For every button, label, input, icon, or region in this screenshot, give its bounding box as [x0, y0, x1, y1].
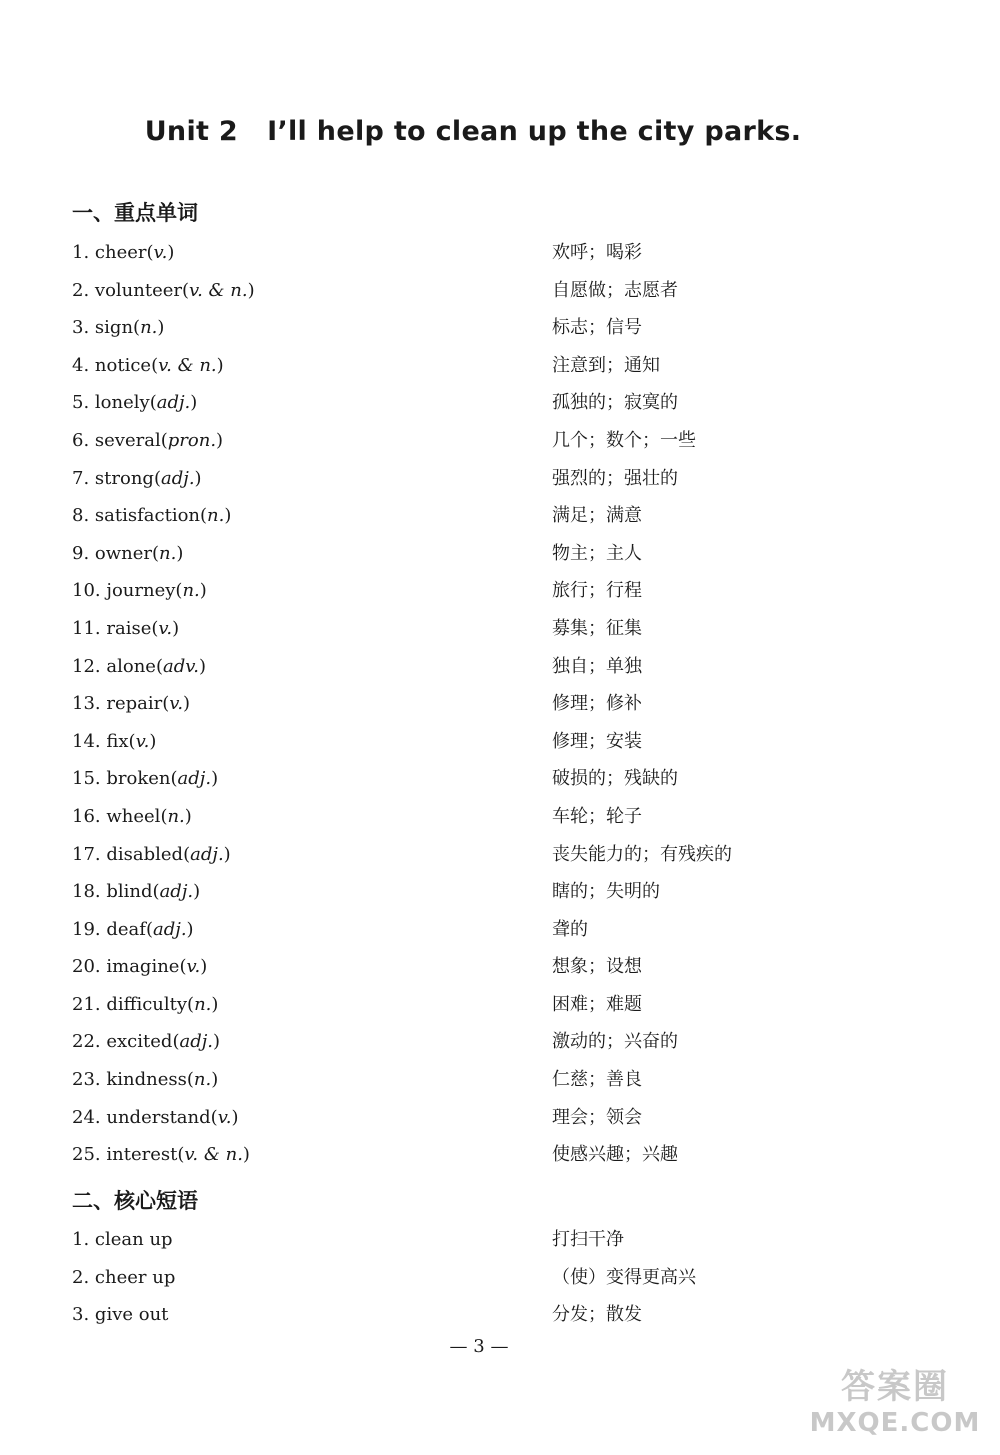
item-number: 12.	[72, 655, 101, 677]
part-of-speech: v.	[153, 242, 168, 263]
part-of-speech: v.	[217, 1106, 232, 1128]
item-number: 10.	[72, 580, 101, 602]
part-of-speech: n.	[193, 1069, 212, 1091]
word-text: repair	[106, 693, 163, 715]
core-phrases-list	[72, 1227, 792, 1340]
part-of-speech: n.	[182, 580, 200, 602]
word-meaning: 欢呼；喝彩	[552, 242, 642, 263]
item-number: 17.	[72, 843, 101, 865]
word-entry: 17. disabled(adj.)	[72, 843, 231, 865]
page-number: — 3 —	[449, 1336, 509, 1357]
part-of-speech: v.	[169, 693, 184, 715]
word-entry: 3. sign(n.)	[72, 317, 165, 339]
word-text: broken	[106, 768, 171, 790]
watermark-text-top: 答案圈	[841, 1367, 949, 1407]
list-item	[72, 1142, 792, 1180]
word-entry: 16. wheel(n.)	[72, 805, 192, 827]
item-number: 7.	[72, 467, 90, 489]
part-of-speech: n.	[207, 505, 225, 527]
list-item	[72, 428, 792, 466]
watermark-logo	[800, 1367, 990, 1449]
part-of-speech: adj.	[190, 843, 224, 865]
item-number: 20.	[72, 956, 101, 978]
word-entry: 13. repair(v.)	[72, 693, 191, 715]
item-number: 15.	[72, 768, 101, 790]
word-entry: 12. alone(adv.)	[72, 655, 207, 677]
word-meaning: 物主；主人	[552, 542, 642, 564]
word-text: volunteer	[94, 279, 183, 301]
word-meaning: 想象；设想	[552, 956, 642, 978]
word-text: satisfaction	[94, 505, 201, 527]
list-item	[72, 1067, 792, 1105]
word-text: journey	[106, 580, 176, 602]
item-number: 13.	[72, 693, 101, 715]
word-text: difficulty	[106, 993, 188, 1015]
word-meaning: 满足；满意	[552, 505, 642, 527]
word-entry: 2. volunteer(v. & n.)	[72, 279, 255, 301]
item-number: 16.	[72, 805, 101, 827]
item-number: 3.	[72, 1304, 90, 1326]
item-number: 6.	[72, 429, 90, 451]
word-entry: 5. lonely(adj.)	[72, 392, 198, 414]
part-of-speech: n.	[167, 805, 185, 827]
part-of-speech: adj.	[179, 1031, 214, 1053]
word-meaning: 修理；安装	[552, 730, 642, 752]
word-entry: 4. notice(v. & n.)	[72, 354, 224, 376]
word-meaning: 理会；领会	[552, 1106, 642, 1128]
phrase-entry	[72, 1265, 552, 1291]
word-meaning: 修理；修补	[552, 693, 642, 715]
part-of-speech: adj.	[159, 881, 194, 903]
part-of-speech: adv.	[162, 655, 199, 677]
list-item	[72, 616, 792, 654]
word-meaning: 车轮；轮子	[552, 805, 642, 827]
item-number: 19.	[72, 918, 101, 940]
word-text: deaf	[106, 918, 146, 940]
part-of-speech: adj.	[152, 918, 187, 940]
item-number: 11.	[72, 617, 101, 639]
item-number: 14.	[72, 730, 101, 752]
word-entry: 10. journey(n.)	[72, 580, 207, 602]
word-entry: 1. cheer(v.)	[72, 242, 175, 263]
list-item	[72, 691, 792, 729]
phrase-text: cheer up	[94, 1266, 176, 1288]
item-number: 22.	[72, 1031, 101, 1053]
word-entry: 6. several(pron.)	[72, 429, 224, 451]
word-entry: 25. interest(v. & n.)	[72, 1144, 250, 1166]
list-item	[72, 729, 792, 767]
word-meaning: 几个；数个；一些	[552, 429, 696, 451]
part-of-speech: v. & n.	[189, 279, 248, 301]
word-meaning: 激动的；兴奋的	[552, 1031, 678, 1053]
part-of-speech: v. & n.	[184, 1144, 243, 1166]
word-text: notice	[94, 354, 152, 376]
list-item	[72, 503, 792, 541]
list-item	[72, 1227, 792, 1265]
word-text: understand	[106, 1106, 211, 1128]
item-number: 9.	[72, 542, 90, 564]
word-meaning: 丧失能力的；有残疾的	[552, 843, 732, 865]
page-title: Unit 2 I’ll help to clean up the city parks.	[144, 116, 802, 147]
part-of-speech: n.	[194, 993, 212, 1015]
word-text: interest	[106, 1144, 178, 1166]
part-of-speech: n.	[140, 317, 158, 339]
item-number: 1.	[72, 242, 90, 263]
word-meaning: 独自；单独	[552, 655, 642, 677]
word-text: several	[94, 429, 161, 451]
item-number: 25.	[72, 1144, 101, 1166]
phrase-entry	[72, 1227, 552, 1253]
part-of-speech: pron.	[167, 429, 217, 451]
list-item	[72, 954, 792, 992]
watermark-text-bottom: MXQE.COM	[809, 1408, 981, 1438]
word-text: alone	[106, 655, 156, 677]
part-of-speech: v. & n.	[158, 354, 217, 376]
item-number: 1.	[72, 1229, 90, 1250]
word-entry: 23. kindness(n.)	[72, 1069, 219, 1091]
part-of-speech: v.	[135, 730, 150, 752]
part-of-speech: adj.	[177, 768, 212, 790]
word-text: imagine	[106, 956, 180, 978]
list-item	[72, 240, 792, 278]
list-item	[72, 466, 792, 504]
list-item	[72, 917, 792, 955]
phrase-entry	[72, 1302, 552, 1328]
item-number: 2.	[72, 1266, 90, 1288]
item-number: 2.	[72, 279, 90, 301]
phrase-meaning: 分发；散发	[552, 1304, 642, 1326]
section-heading-key-words: 一、重点单词	[72, 201, 198, 225]
word-entry: 14. fix(v.)	[72, 730, 157, 752]
list-item	[72, 1029, 792, 1067]
list-item	[72, 1105, 792, 1143]
part-of-speech: n.	[159, 542, 177, 564]
word-text: blind	[106, 881, 153, 903]
word-entry: 22. excited(adj.)	[72, 1031, 221, 1053]
item-number: 24.	[72, 1106, 101, 1128]
word-meaning: 强烈的；强壮的	[552, 467, 678, 489]
word-entry: 11. raise(v.)	[72, 617, 180, 639]
part-of-speech: v.	[158, 617, 173, 639]
word-entry: 8. satisfaction(n.)	[72, 505, 232, 527]
list-item	[72, 578, 792, 616]
word-text: fix	[106, 730, 129, 752]
word-text: excited	[106, 1031, 173, 1053]
word-entry: 20. imagine(v.)	[72, 956, 208, 978]
word-meaning: 旅行；行程	[552, 580, 642, 602]
part-of-speech: adj.	[156, 392, 191, 414]
list-item	[72, 278, 792, 316]
list-item	[72, 541, 792, 579]
phrase-meaning: 打扫干净	[552, 1229, 624, 1250]
word-text: owner	[94, 542, 153, 564]
item-number: 21.	[72, 993, 101, 1015]
item-number: 23.	[72, 1069, 101, 1091]
word-entry: 15. broken(adj.)	[72, 768, 219, 790]
word-text: sign	[94, 317, 134, 339]
word-meaning: 使感兴趣；兴趣	[552, 1144, 678, 1166]
word-meaning: 标志；信号	[552, 317, 642, 339]
word-entry: 19. deaf(adj.)	[72, 918, 194, 940]
word-meaning: 瞎的；失明的	[552, 881, 660, 903]
word-text: raise	[106, 617, 152, 639]
list-item	[72, 353, 792, 391]
item-number: 5.	[72, 392, 90, 414]
list-item	[72, 1302, 792, 1340]
list-item	[72, 879, 792, 917]
word-text: lonely	[94, 392, 150, 414]
word-entry: 21. difficulty(n.)	[72, 993, 219, 1015]
section-heading-core-phrases: 二、核心短语	[72, 1189, 198, 1213]
word-text: kindness	[106, 1069, 187, 1091]
word-meaning: 聋的	[552, 918, 588, 940]
word-meaning: 破损的；残缺的	[552, 768, 678, 790]
list-item	[72, 992, 792, 1030]
list-item	[72, 390, 792, 428]
item-number: 4.	[72, 354, 90, 376]
phrase-meaning: （使）变得更高兴	[552, 1266, 696, 1288]
item-number: 18.	[72, 881, 101, 903]
word-meaning: 仁慈；善良	[552, 1069, 642, 1091]
item-number: 3.	[72, 317, 90, 339]
word-meaning: 困难；难题	[552, 993, 642, 1015]
part-of-speech: v.	[186, 956, 201, 978]
word-text: wheel	[106, 805, 161, 827]
item-number: 8.	[72, 505, 90, 527]
word-text: strong	[94, 467, 154, 489]
list-item	[72, 654, 792, 692]
word-text: cheer	[94, 242, 147, 263]
word-entry: 24. understand(v.)	[72, 1106, 239, 1128]
word-meaning: 孤独的；寂寞的	[552, 392, 678, 414]
word-entry: 18. blind(adj.)	[72, 881, 201, 903]
list-item	[72, 315, 792, 353]
word-meaning: 募集；征集	[552, 617, 642, 639]
phrase-text: give out	[94, 1304, 169, 1326]
word-meaning: 注意到；通知	[552, 354, 660, 376]
list-item	[72, 766, 792, 804]
phrase-text: clean up	[94, 1229, 173, 1250]
word-entry: 7. strong(adj.)	[72, 467, 202, 489]
word-entry: 9. owner(n.)	[72, 542, 184, 564]
part-of-speech: adj.	[160, 467, 195, 489]
word-text: disabled	[106, 843, 184, 865]
list-item	[72, 1265, 792, 1303]
key-words-list	[72, 240, 792, 1180]
word-meaning: 自愿做；志愿者	[552, 279, 678, 301]
list-item	[72, 842, 792, 880]
list-item	[72, 804, 792, 842]
